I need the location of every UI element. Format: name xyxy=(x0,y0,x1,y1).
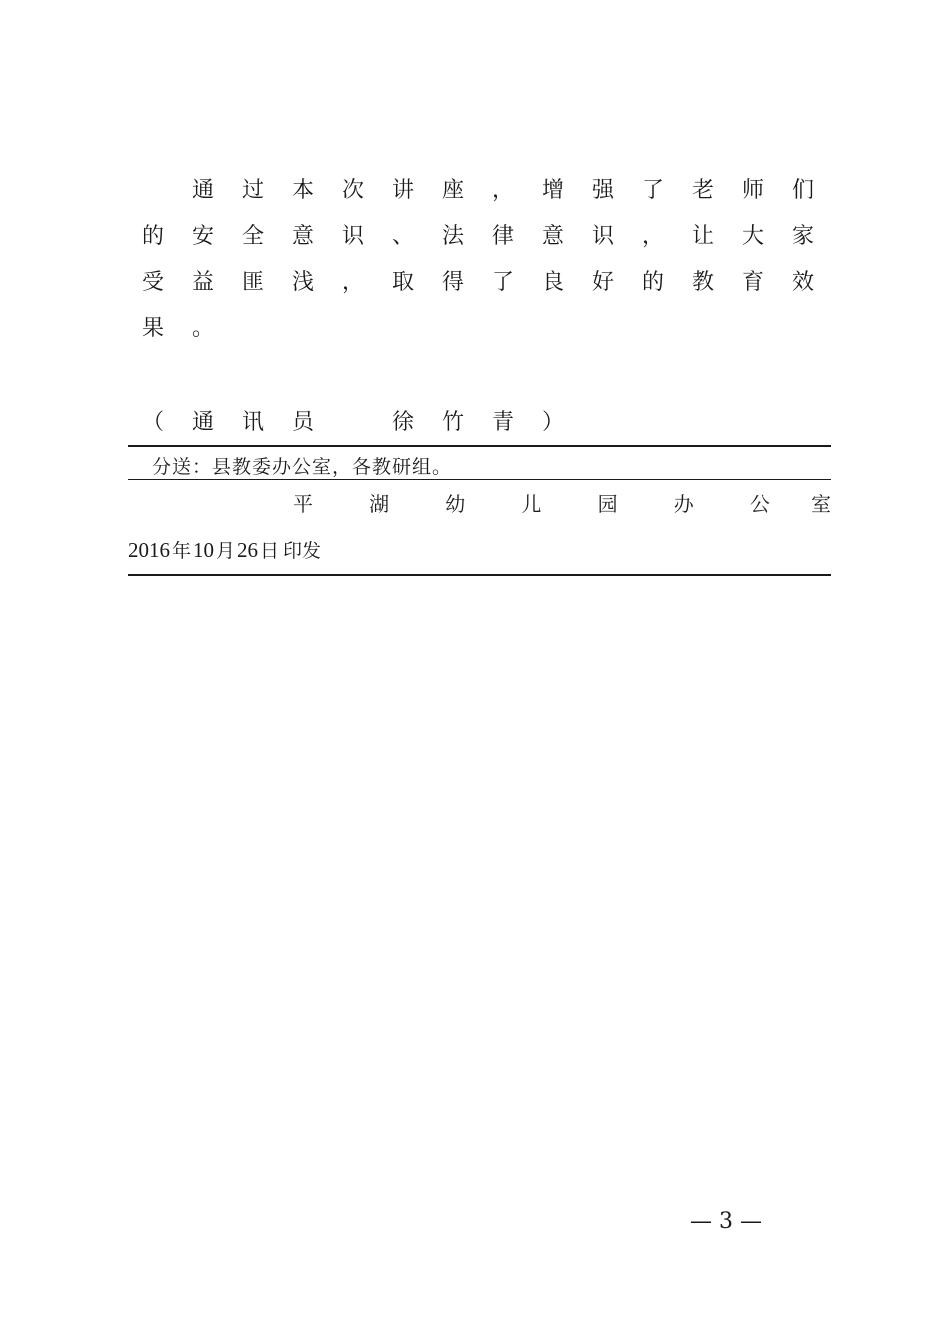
body-char: 果 xyxy=(141,316,164,341)
body-char: 老 xyxy=(691,178,714,203)
body-char: 意 xyxy=(541,224,564,249)
issuer-char: 平 xyxy=(293,492,313,516)
body-char: 匪 xyxy=(241,270,264,295)
body-line-1 xyxy=(128,168,828,214)
issuer-char: 湖 xyxy=(369,492,390,516)
date-year: 2016 xyxy=(128,538,170,562)
body-line-4 xyxy=(128,306,828,352)
body-char: 识 xyxy=(341,224,364,249)
body-char: 取 xyxy=(391,270,414,295)
body-char: 家 xyxy=(791,224,814,249)
body-char: ， xyxy=(491,178,514,203)
body-char: 了 xyxy=(491,270,514,295)
body-char: 安 xyxy=(191,224,214,249)
body-char: 育 xyxy=(741,270,764,295)
body-char: 的 xyxy=(641,270,664,295)
reporter-char: ） xyxy=(541,410,564,435)
body-char: 受 xyxy=(141,270,164,295)
body-char: 良 xyxy=(541,270,564,295)
body-char: 效 xyxy=(791,270,814,295)
body-char: 识 xyxy=(591,224,614,249)
body-char: 教 xyxy=(691,270,714,295)
body-line-2 xyxy=(128,214,828,260)
body-char: 过 xyxy=(241,178,264,203)
reporter-credit xyxy=(128,400,828,446)
middle-rule xyxy=(128,479,831,480)
issue-date xyxy=(128,534,323,567)
distribution-line: 分送：县教委办公室，各教研组。 xyxy=(152,456,453,478)
body-char: 通 xyxy=(191,178,214,203)
issuer-char: 幼 xyxy=(445,492,466,516)
body-char: 意 xyxy=(291,224,314,249)
body-char: 。 xyxy=(191,316,214,341)
date-suffix: 印发 xyxy=(283,540,322,562)
issuing-office xyxy=(268,488,831,520)
reporter-char: 徐 xyxy=(391,410,414,435)
body-char: 们 xyxy=(791,178,814,203)
body-char: 讲 xyxy=(391,178,414,203)
reporter-char: 员 xyxy=(291,410,314,435)
issuer-char: 公 xyxy=(749,492,770,516)
body-char: 、 xyxy=(391,224,414,249)
date-day-unit: 日 xyxy=(260,540,280,562)
issuer-char: 儿 xyxy=(521,492,542,516)
reporter-char: 青 xyxy=(491,410,514,435)
body-char: 增 xyxy=(541,178,564,203)
body-char: 让 xyxy=(691,224,714,249)
body-char: 全 xyxy=(241,224,264,249)
body-char: 法 xyxy=(441,224,464,249)
body-char: 了 xyxy=(641,178,664,203)
date-day: 26 xyxy=(237,538,259,562)
reporter-line xyxy=(128,400,828,446)
body-char: 本 xyxy=(291,178,314,203)
body-char: 大 xyxy=(741,224,764,249)
top-rule xyxy=(128,445,831,447)
reporter-char: （ xyxy=(141,410,164,435)
bottom-rule xyxy=(128,574,831,576)
body-char: 浅 xyxy=(291,270,314,295)
reporter-char: 讯 xyxy=(241,410,264,435)
body-char: 好 xyxy=(591,270,614,295)
date-year-unit: 年 xyxy=(172,540,192,562)
date-month: 10 xyxy=(193,538,215,562)
issuer-char: 办 xyxy=(673,492,694,516)
body-char: 座 xyxy=(441,178,464,203)
body-char: 强 xyxy=(591,178,614,203)
body-paragraph xyxy=(128,168,828,352)
issuer-char: 园 xyxy=(597,492,618,516)
body-char: ， xyxy=(341,270,364,295)
page-number: — 3 — xyxy=(690,1209,762,1234)
body-line-3 xyxy=(128,260,828,306)
reporter-char: 通 xyxy=(191,410,214,435)
body-char: 师 xyxy=(741,178,764,203)
body-char: 律 xyxy=(491,224,514,249)
reporter-char: 竹 xyxy=(441,410,464,435)
body-char: 的 xyxy=(141,224,164,249)
body-char: ， xyxy=(641,224,664,249)
body-char: 益 xyxy=(191,270,214,295)
issuer-char: 室 xyxy=(810,492,831,516)
date-month-unit: 月 xyxy=(216,540,236,562)
body-char: 次 xyxy=(341,178,364,203)
body-char: 得 xyxy=(441,270,464,295)
